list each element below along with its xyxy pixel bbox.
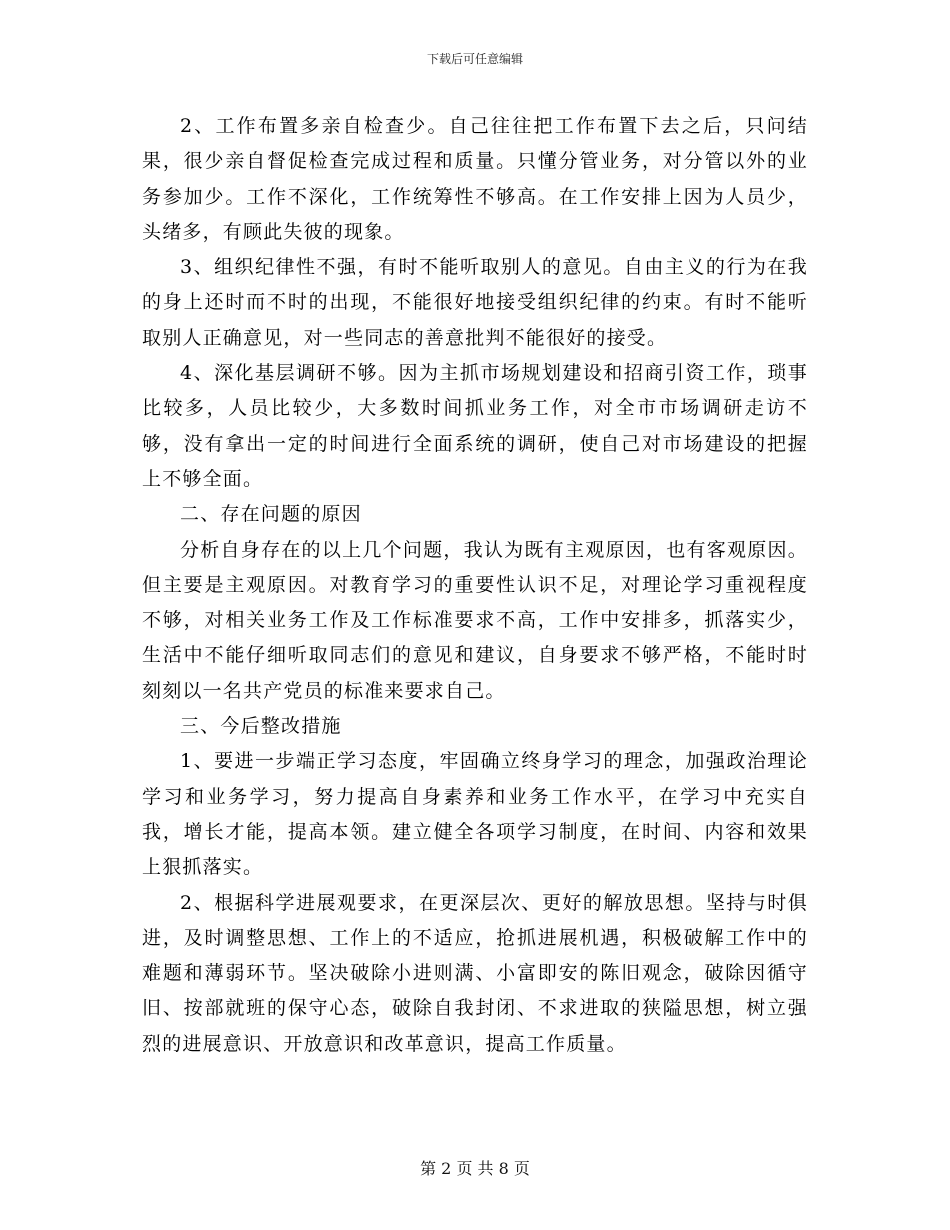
paragraph-measure-study: 1、要进一步端正学习态度，牢固确立终身学习的理念，加强政治理论学习和业务学习，努力提高自身素养和业务工作水平，在学习中充实自我，增长才能，提高本领。建立健全各项学习制度，在时间、内容和效果上狠抓落实。 bbox=[142, 750, 808, 879]
page-header-note: 下载后可任意编辑 bbox=[426, 52, 523, 66]
paragraph-discipline: 3、组织纪律性不强，有时不能听取别人的意见。自由主义的行为在我的身上还时而不时的出现，不能很好地接受组织纪律的约束。有时不能听取别人正确意见，对一些同志的善意批判不能很好的接受。 bbox=[142, 256, 808, 349]
paragraph-grassroots-research: 4、深化基层调研不够。因为主抓市场规划建设和招商引资工作，琐事比较多，人员比较少，大多数时间抓业务工作，对全市市场调研走访不够，没有拿出一定的时间进行全面系统的调研，使自己对市场建设的把握上不够全面。 bbox=[142, 362, 808, 490]
paragraph-measure-thinking: 2、根据科学进展观要求，在更深层次、更好的解放思想。坚持与时俱进，及时调整思想、工作上的不适应，抢抓进展机遇，积极破解工作中的难题和薄弱环节。坚决破除小进则满、小富即安的陈旧观念，破除因循守旧、按部就班的保守心态，破除自我封闭、不求进取的狭隘思想，树立强烈的进展意识、开放意识和改革意识，提高工作质量。 bbox=[142, 891, 808, 1055]
section-heading-causes: 二、存在问题的原因 bbox=[180, 503, 362, 526]
document-body bbox=[142, 109, 808, 1062]
paragraph-causes-analysis: 分析自身存在的以上几个问题，我认为既有主观原因，也有客观原因。但主要是主观原因。对教育学习的重要性认识不足，对理论学习重视程度不够，对相关业务工作及工作标准要求不高，工作中安排多，抓落实少，生活中不能仔细听取同志们的意见和建议，自身要求不够严格，不能时时刻刻以一名共产党员的标准来要求自己。 bbox=[142, 538, 808, 702]
section-heading-measures: 三、今后整改措施 bbox=[180, 715, 342, 738]
page-number: 第 2 页 共 8 页 bbox=[420, 1159, 530, 1178]
paragraph-work-inspection: 2、工作布置多亲自检查少。自己往往把工作布置下去之后，只问结果，很少亲自督促检查完成过程和质量。只懂分管业务，对分管以外的业务参加少。工作不深化，工作统筹性不够高。在工作安排上因为人员少，头绪多，有顾此失彼的现象。 bbox=[142, 115, 808, 243]
